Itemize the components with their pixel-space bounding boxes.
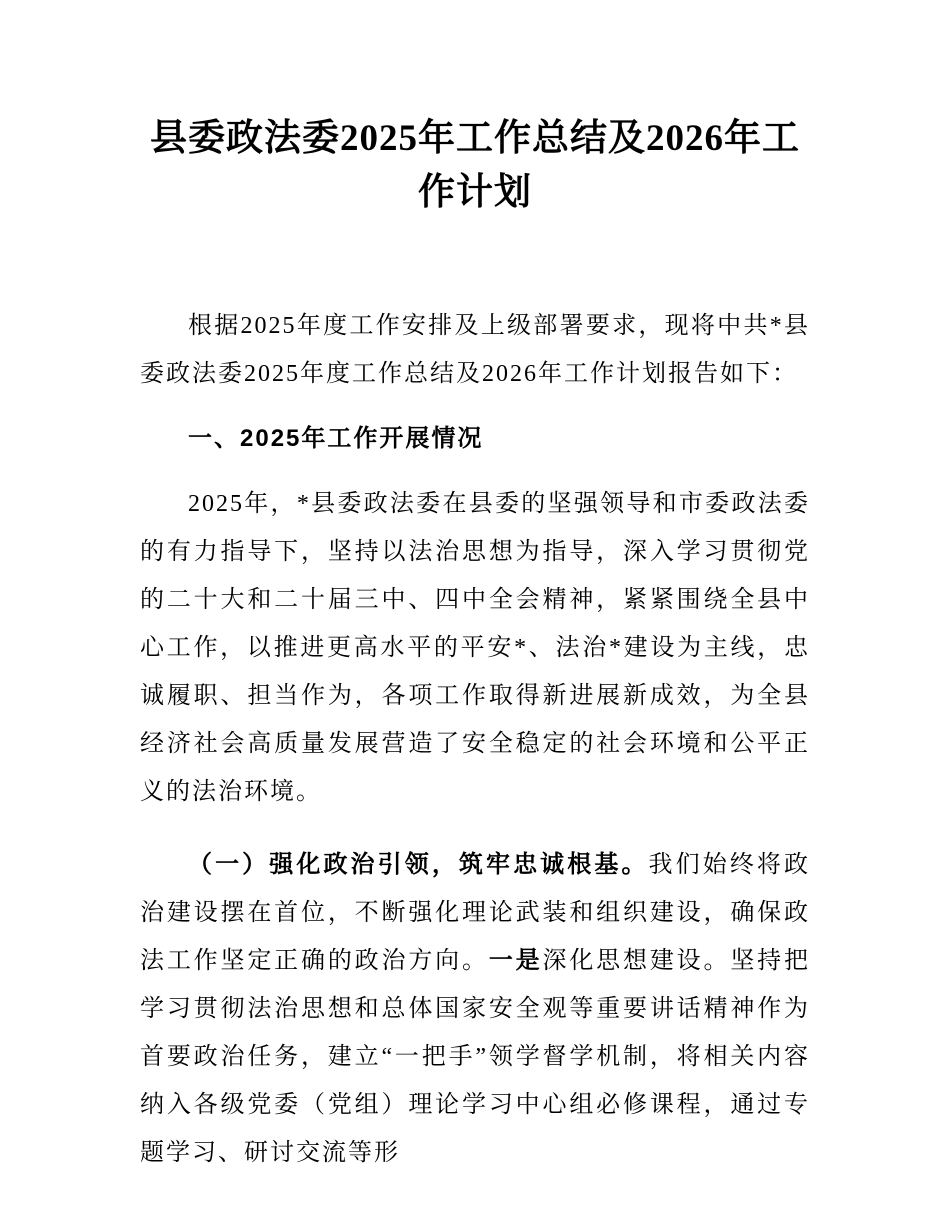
- sub-1-item-1-label: 一是: [488, 947, 543, 974]
- sub-1-item-1-text: 深化思想建设。坚持把学习贯彻法治思想和总体国家安全观等重要讲话精神作为首要政治任务，建立“一把手”领学督学机制，将相关内容纳入各级党委（党组）理论学习中心组必修课程，通过专题学习、研讨交流等形: [140, 948, 811, 1166]
- intro-paragraph: 根据2025年度工作安排及上级部署要求，现将中共*县委政法委2025年度工作总结及2026年工作计划报告如下：: [140, 313, 810, 387]
- section-1-sub-1-paragraph: [140, 841, 810, 1177]
- document-title: 县委政法委2025年工作总结及2026年工作计划: [150, 118, 800, 213]
- sub-1-body-text: 我们始终将政治建设摆在首位，不断强化理论武装和组织建设，确保政法工作坚定正确的政治方向。: [140, 852, 811, 974]
- section-1-heading: 一、2025年工作开展情况: [188, 425, 484, 452]
- section-1-overview-paragraph: 2025年，*县委政法委在县委的坚强领导和市委政法委的有力指导下，坚持以法治思想为指导，深入学习贯彻党的二十大和二十届三中、四中全会精神，紧紧围绕全县中心工作，以推进更高水平的平安*、法治*建设为主线，忠诚履职、担当作为，各项工作取得新进展新成效，为全县经济社会高质量发展营造了安全稳定的社会环境和公平正义的法治环境。: [140, 491, 810, 805]
- sub-1-lead-heading: （一）强化政治引领，筑牢忠诚根基。: [188, 851, 649, 878]
